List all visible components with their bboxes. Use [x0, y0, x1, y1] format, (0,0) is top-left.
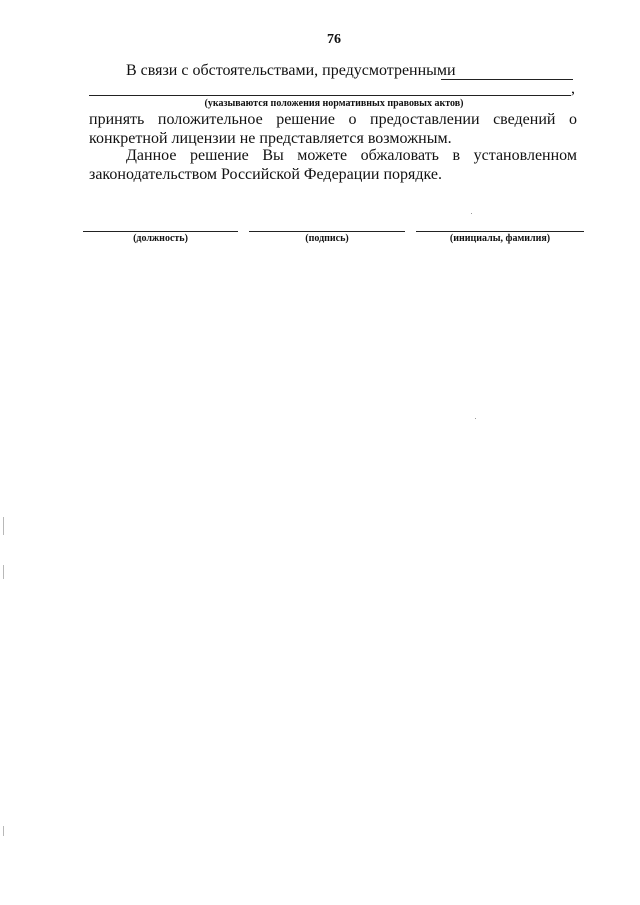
paragraph-decision: принять положительное решение о предоставлении сведений о конкретной лицензии не представляется возможным.	[89, 111, 577, 147]
scan-speck	[471, 213, 472, 214]
signature-line	[249, 231, 405, 232]
trailing-comma: ,	[571, 80, 575, 97]
legal-acts-caption: (указываются положения нормативных правовых актов)	[204, 98, 464, 109]
name-caption: (инициалы, фамилия)	[449, 233, 551, 244]
scan-edge-mark	[3, 565, 4, 579]
scan-edge-mark	[3, 517, 4, 535]
blank-field-line-full	[89, 95, 571, 96]
scan-speck	[475, 418, 476, 419]
blank-field-line	[441, 79, 573, 80]
intro-line: В связи с обстоятельствами, предусмотренными	[126, 62, 456, 79]
scan-edge-mark	[3, 826, 4, 836]
position-caption: (должность)	[133, 233, 188, 244]
name-signature-line	[416, 231, 584, 232]
page-number: 76	[327, 32, 341, 47]
signature-caption: (подпись)	[305, 233, 349, 244]
paragraph-appeal: Данное решение Вы можете обжаловать в установленном законодательством Российской Федерации порядке.	[89, 147, 577, 183]
position-signature-line	[83, 231, 238, 232]
